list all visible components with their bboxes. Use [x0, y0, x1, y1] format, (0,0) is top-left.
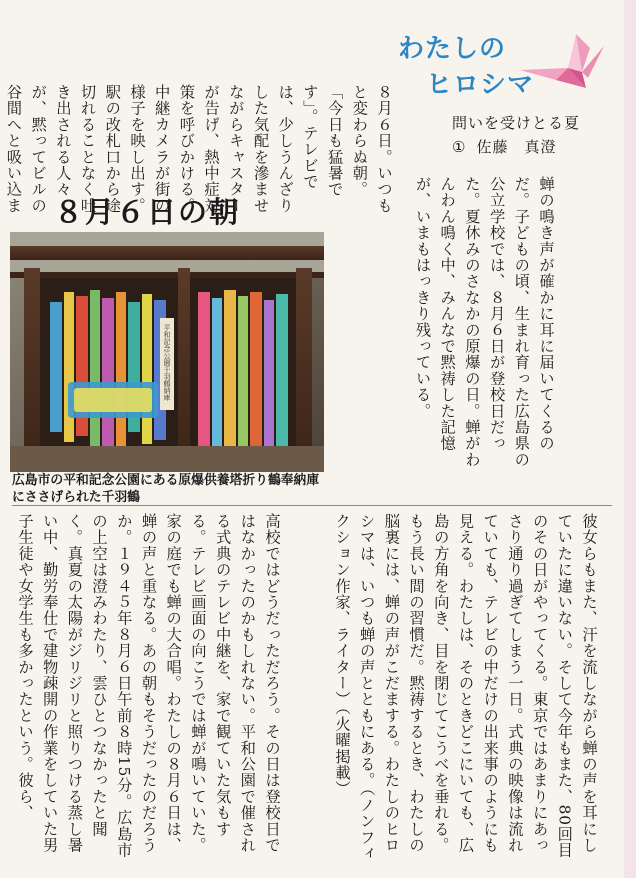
- body-text-block-1: ８月６日。いつもと変わらぬ朝。「今日も猛暑です」。テレビでは、少しうんざりした気配を滲ませながらキャスターが告げ、熱中症対策を呼びかける。中継カメラが街の様子を映し出す。駅の改札口から途切れることなく吐き出される人々が、黙ってビルの谷間へと吸い込ま: [4, 84, 393, 214]
- byline: [452, 136, 566, 157]
- section-divider: [12, 505, 612, 506]
- article-headline: ８月６日の朝: [54, 195, 241, 229]
- author-name: 佐藤 真澄: [476, 138, 557, 156]
- photo-sign: 平和記念公園千羽鶴納庫: [163, 324, 171, 401]
- series-title-line2: ヒロシマ: [426, 70, 535, 100]
- series-logo: [398, 28, 608, 110]
- installment-number: ①: [452, 138, 467, 156]
- paper-crane-icon: [516, 28, 606, 98]
- body-text-block-3: 高校ではどうだっただろう。その日は登校日ではなかったのかもしれない。平和公園で催される式典のテレビ中継を、家で観ていた気もする。テレビ画面の向こうでは蝉が鳴いていた。家の庭でも蝉の大合唱。わたしの８月６日は、蝉の声と重なる。あの朝もそうだったのだろうか。１９４５年８月６日午前８時15分。広島市の上空は澄みわたり、雲ひとつなかったと聞く。真夏の太陽がジリジリと照りつける蒸し暑い中、勤労奉仕で建物疎開の作業をしていた男子生徒や女学生も多かったという。彼ら、: [15, 513, 281, 859]
- series-title-line1: わたしの: [398, 34, 507, 64]
- page-edge: [624, 0, 636, 878]
- senbazuru-photo: [10, 232, 324, 472]
- body-text-block-2: 蝉の鳴き声が確かに耳に届いてくるのだ。子どもの頃、生まれ育った広島県の公立学校では、８月６日が登校日だった。夏休みのさなかの原爆の日。蝉がわんわん鳴く中、みんなで黙祷した記憶が、いまもはっきり残っている。: [413, 176, 555, 468]
- series-subtitle: 問いを受けとる夏: [452, 114, 581, 132]
- photo-caption: 広島市の平和記念公園にある原爆供養塔折り鶴奉納庫にささげられた千羽鶴: [12, 473, 320, 505]
- body-text-block-4: 彼女らもまた、汗を流しながら蝉の声を耳にしていたに違いない。そして今年もまた、80回目のその日がやってくる。東京ではあまりにあっさり通り過ぎてしまう一日。式典の映像は流れていても、テレビの中だけの出来事のようにも見える。わたしは、そのときどこにいても、広島の方角を向き、目を閉じてこうべを垂れる。もう長い間の習慣だ。黙祷するとき、わたしの脳裏には、蝉の声がこだまする。わたしのヒロシマは、いつも蝉の声とともにある。（ノンフィクション作家、ライター）（火曜掲載）: [332, 513, 598, 862]
